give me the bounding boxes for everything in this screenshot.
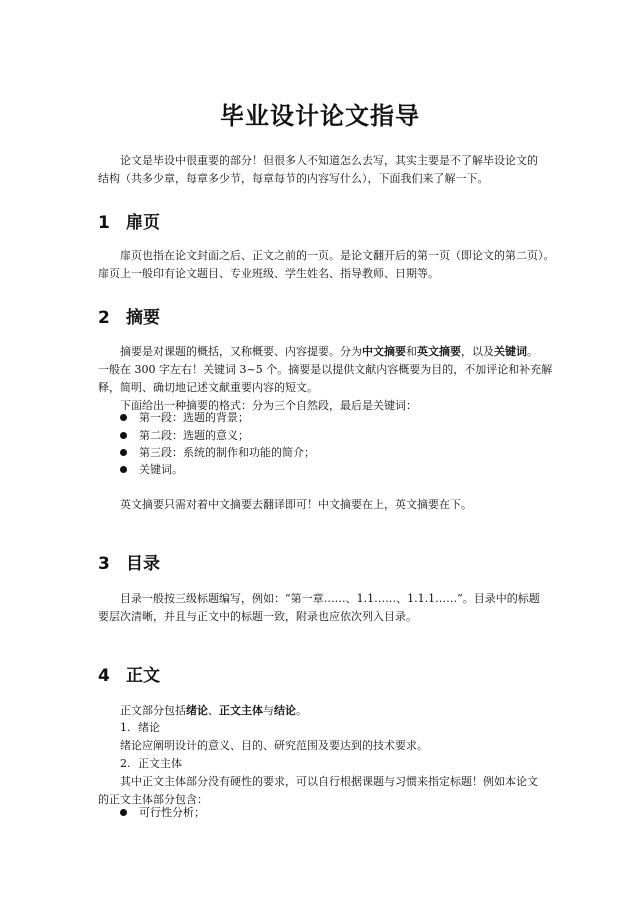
- bullet-icon: [120, 449, 127, 456]
- main-body-line-1: 其中正文主体部分没有硬性的要求，可以自行根据课题与习惯来指定标题！例如本论文: [120, 775, 538, 788]
- text-run: 。: [296, 704, 307, 717]
- bullet-icon: [120, 466, 127, 473]
- bullet-icon: [120, 414, 127, 421]
- abstract-note: [98, 496, 544, 514]
- flyleaf-paragraph: [98, 247, 555, 283]
- section-number: 2: [98, 308, 110, 328]
- section-number: 1: [98, 213, 110, 233]
- toc-paragraph: [98, 590, 544, 626]
- numbered-item-1: [120, 720, 160, 736]
- bold-term-keywords: 关键词: [494, 345, 527, 358]
- document-title: 毕业设计论文指导: [220, 102, 420, 130]
- section-title: 正文: [126, 666, 160, 686]
- section-number: 3: [98, 554, 110, 574]
- abstract-note-text: 英文摘要只需对着中文摘要去翻译即可！中文摘要在上，英文摘要在下。: [120, 498, 472, 511]
- flyleaf-line-1: 扉页也指在论文封面之后、正文之前的一页。是论文翻开后的第一页（即论文的第二页）。: [120, 249, 555, 262]
- item-number: 1.: [120, 721, 131, 734]
- list-item: [120, 428, 249, 444]
- list-item: [120, 462, 183, 478]
- bullet-icon: [120, 432, 127, 439]
- abstract-line-3: 释，简明、确切地记述文献重要内容的短文。: [98, 381, 318, 394]
- bullet-icon: [120, 809, 127, 816]
- text-run: 和: [406, 345, 417, 358]
- section-title: 摘要: [126, 308, 160, 328]
- main-body-description: [98, 773, 544, 809]
- toc-line-2: 要层次清晰，并且与正文中的标题一致，附录也应依次列入目录。: [98, 610, 417, 623]
- list-item: [120, 805, 205, 821]
- section-title: 扉页: [126, 213, 160, 233]
- text-run: 正文部分包括: [120, 704, 186, 717]
- bold-term-main-body: 正文主体: [219, 704, 263, 717]
- abstract-paragraph: [98, 343, 553, 415]
- item-text: 绪论: [138, 721, 160, 734]
- bold-term-conclusion: 结论: [274, 704, 296, 717]
- toc-line-1: 目录一般按三级标题编写，例如：“第一章……、1.1……、1.1.1……”。目录中的标题: [120, 592, 540, 605]
- text-run: 摘要是对课题的概括，又称概要、内容提要。分为: [120, 345, 362, 358]
- bold-term-introduction: 绪论: [186, 704, 208, 717]
- bold-term-chinese-abstract: 中文摘要: [362, 345, 406, 358]
- section-heading-1: [98, 208, 160, 233]
- list-item: [120, 410, 249, 426]
- introduction-description: [98, 737, 544, 755]
- section-heading-2: [98, 303, 160, 328]
- body-intro-line: [98, 702, 544, 720]
- abstract-line-2: 一般在 300 字左右！关键词 3~5 个。摘要是以提供文献内容概要为目的，不加评论和补充解: [98, 363, 553, 376]
- intro-line-1: 论文是毕设中很重要的部分！但很多人不知道怎么去写，其实主要是不了解毕设论文的: [120, 154, 538, 167]
- text-run: 。: [527, 345, 538, 358]
- bold-term-english-abstract: 英文摘要: [417, 345, 461, 358]
- section-number: 4: [98, 666, 110, 686]
- intro-line-2: 结构（共多少章，每章多少节，每章每节的内容写什么），下面我们来了解一下。: [98, 172, 489, 185]
- item-text: 正文主体: [138, 757, 182, 770]
- section-heading-4: [98, 661, 160, 686]
- list-item-text: 关键词。: [139, 463, 183, 476]
- abstract-line-1: [98, 343, 544, 361]
- list-item-text: 第二段：选题的意义；: [139, 429, 249, 442]
- section-heading-3: [98, 549, 160, 574]
- item-number: 2.: [120, 757, 131, 770]
- abstract-line-4: 下面给出一种摘要的格式：分为三个自然段，最后是关键词：: [120, 399, 417, 412]
- list-item-text: 第三段：系统的制作和功能的简介；: [139, 446, 315, 459]
- text-run: 与: [263, 704, 274, 717]
- body-intro-paragraph: [98, 702, 544, 720]
- section-title: 目录: [126, 554, 160, 574]
- numbered-item-2: [120, 756, 182, 772]
- text-run: ，以及: [461, 345, 494, 358]
- text-run: 、: [208, 704, 219, 717]
- introduction-description-text: 绪论应阐明设计的意义、目的、研究范围及要达到的技术要求。: [120, 739, 428, 752]
- intro-paragraph: [98, 152, 544, 188]
- list-item-text: 可行性分析；: [139, 806, 205, 819]
- list-item: [120, 445, 315, 461]
- flyleaf-line-2: 扉页上一般印有论文题目、专业班级、学生姓名、指导教师、日期等。: [98, 267, 439, 280]
- list-item-text: 第一段：选题的背景；: [139, 411, 249, 424]
- main-body-line-2: 的正文主体部分包含：: [98, 793, 208, 806]
